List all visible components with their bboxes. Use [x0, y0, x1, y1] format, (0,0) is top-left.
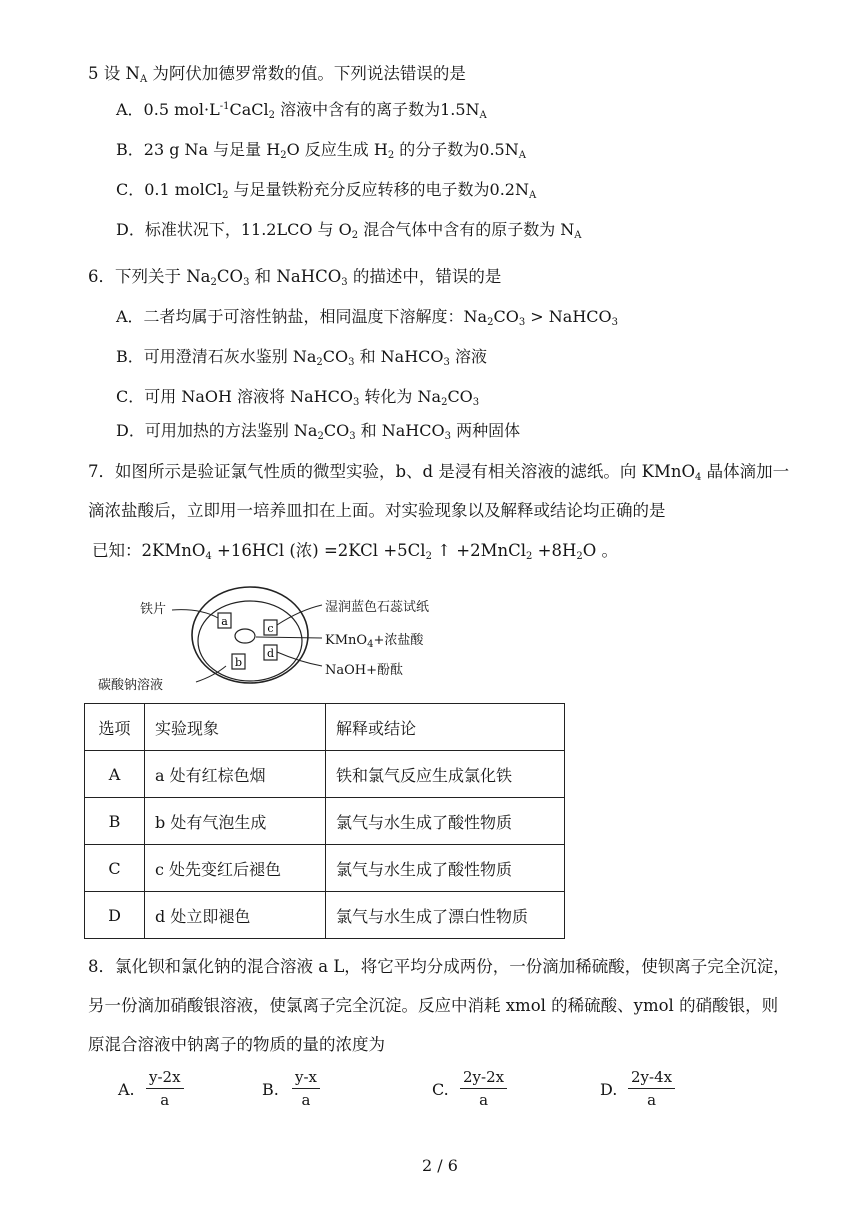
- q8-option-d-label: D.: [600, 1080, 618, 1099]
- q5-stem: 5 设 $N_A$ 为阿伏加德罗常数的值。下列说法错误的是: [88, 64, 466, 85]
- label-shizhi: 湿润蓝色石蕊试纸: [325, 600, 430, 615]
- fraction-numerator: 2y-2x: [460, 1068, 507, 1089]
- table-header: 实验现象: [145, 704, 326, 751]
- label-tiepian: 铁片: [140, 602, 167, 617]
- q6-option-b: B．可用澄清石灰水鉴别 $Na_2CO_3$ 和 NaHCO$_3$ 溶液: [116, 347, 487, 368]
- leader-shizhi: [277, 605, 322, 625]
- q5-option-c: C．0.1 molCl$_2$ 与足量铁粉充分反应转移的电子数为$0.2N_A$: [116, 180, 537, 201]
- box-c-label: c: [267, 622, 274, 635]
- q7-line2: 滴浓盐酸后，立即用一培养皿扣在上面。对实验现象以及解释或结论均正确的是: [88, 501, 666, 520]
- q5-option-d: D．标准状况下，11.2LCO 与 $O_2$ 混合气体中含有的原子数为 $N_A$: [116, 220, 582, 241]
- table-cell: c 处先变红后褪色: [145, 845, 326, 892]
- q5-option-a: A．0.5 $mol\cdot L^{-1}CaCl_2$ 溶液中含有的离子数为$1.5N_A$: [116, 100, 487, 121]
- table-cell: 氯气与水生成了漂白性物质: [326, 892, 565, 939]
- table-row: [85, 845, 565, 892]
- table-cell: a 处有红棕色烟: [145, 751, 326, 798]
- fraction-numerator: y-2x: [146, 1068, 184, 1089]
- q8-option-b-label: B.: [262, 1080, 279, 1099]
- fraction-denominator: a: [647, 1091, 657, 1109]
- q7-equation: 已知：2KMnO$_4$ +16HCl (浓) $=2KCl +5Cl_2$ ↑ +2MnCl$_2$ $+8H_2O$ 。: [92, 541, 618, 562]
- table-cell: A: [85, 751, 145, 798]
- fraction-denominator: a: [301, 1091, 311, 1109]
- q8-option-d-fraction: [628, 1068, 675, 1109]
- page-number: 2 / 6: [422, 1156, 458, 1175]
- table-cell: d 处立即褪色: [145, 892, 326, 939]
- table-cell: B: [85, 798, 145, 845]
- q8-option-c-label: C.: [432, 1080, 449, 1099]
- box-d-label: d: [266, 647, 275, 660]
- table-header: 选项: [85, 704, 145, 751]
- q8-line3: 原混合溶液中钠离子的物质的量的浓度为: [88, 1035, 385, 1054]
- table-row: [85, 892, 565, 939]
- table-cell: 氯气与水生成了酸性物质: [326, 845, 565, 892]
- box-a-label: a: [221, 615, 228, 628]
- q5-option-b: B．23 g Na 与足量 $H_2O$ 反应生成 $H_2$ 的分子数为$0.5N_A$: [116, 140, 526, 161]
- q7-line1: 7．如图所示是验证氯气性质的微型实验，b、d 是浸有相关溶液的滤纸。向 KMnO$_4$ 晶体滴加一: [88, 462, 790, 483]
- q6-option-d: D．可用加热的方法鉴别 $Na_2CO_3$ 和 NaHCO$_3$ 两种固体: [116, 421, 521, 442]
- kmno4-crystal: [235, 629, 255, 643]
- table-cell: 铁和氯气反应生成氯化铁: [326, 751, 565, 798]
- label-kmno4: KMnO$_4$+浓盐酸: [325, 633, 424, 650]
- table-row: [85, 751, 565, 798]
- q8-line2: 另一份滴加硝酸银溶液，使氯离子完全沉淀。反应中消耗 xmol 的稀硫酸、ymol 的硝酸银，则: [88, 996, 779, 1015]
- table-row: [85, 798, 565, 845]
- fraction-numerator: 2y-4x: [628, 1068, 675, 1089]
- table-cell: D: [85, 892, 145, 939]
- q6-option-a: A．二者均属于可溶性钠盐，相同温度下溶解度：$Na_2CO_3$ > NaHCO$_3$: [116, 307, 619, 328]
- fraction-denominator: a: [479, 1091, 489, 1109]
- q8-option-a-label: A.: [118, 1080, 135, 1099]
- experiment-table: [84, 703, 565, 939]
- q8-option-a-fraction: [146, 1068, 184, 1109]
- table-header-row: [85, 704, 565, 751]
- table-header: 解释或结论: [326, 704, 565, 751]
- label-naoh: NaOH+酚酞: [325, 663, 404, 678]
- label-tansuanna: 碳酸钠溶液: [98, 678, 164, 693]
- leader-kmno4: [256, 637, 322, 638]
- fraction-numerator: y-x: [292, 1068, 320, 1089]
- q6-option-c: C．可用 NaOH 溶液将 NaHCO$_3$ 转化为 $Na_2CO_3$: [116, 387, 480, 408]
- q8-option-b-fraction: [292, 1068, 320, 1109]
- q8-option-c-fraction: [460, 1068, 507, 1109]
- table-cell: 氯气与水生成了酸性物质: [326, 798, 565, 845]
- q8-line1: 8．氯化钡和氯化钠的混合溶液 a L，将它平均分成两份，一份滴加稀硫酸，使钡离子完全沉淀，: [88, 957, 790, 976]
- fraction-denominator: a: [160, 1091, 170, 1109]
- q6-stem: 6．下列关于 $Na_2CO_3$ 和 NaHCO$_3$ 的描述中，错误的是: [88, 267, 502, 288]
- table-cell: b 处有气泡生成: [145, 798, 326, 845]
- table-cell: C: [85, 845, 145, 892]
- box-b-label: b: [234, 656, 243, 669]
